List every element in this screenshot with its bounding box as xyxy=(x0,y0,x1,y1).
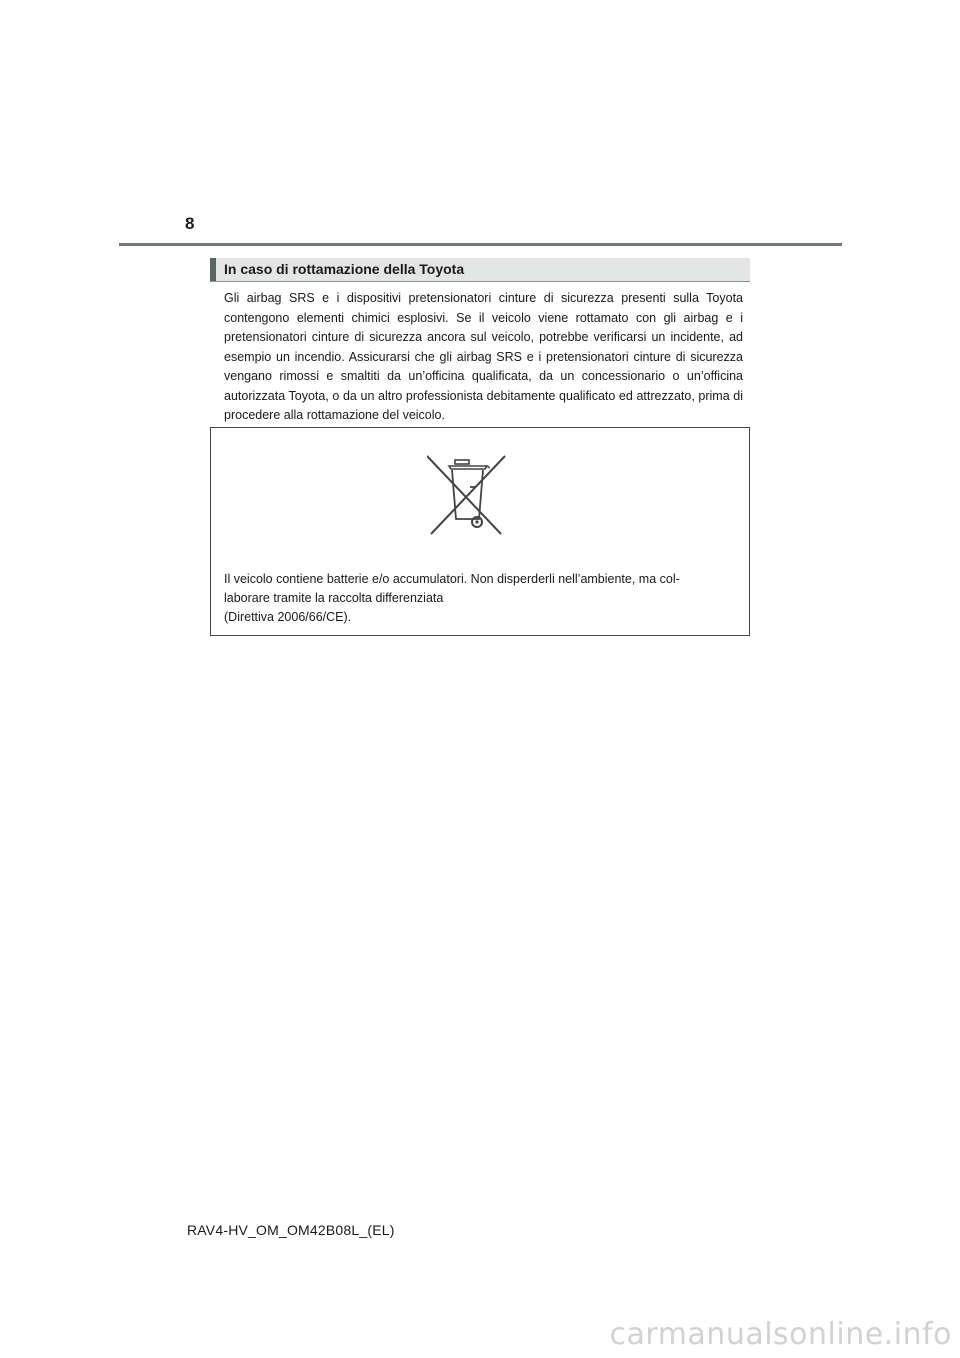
footer-document-code: RAV4-HV_OM_OM42B08L_(EL) xyxy=(187,1222,395,1238)
page-number: 8 xyxy=(185,214,195,233)
crossed-out-wheelie-bin-icon xyxy=(427,454,507,538)
watermark: carmanualsonline.info xyxy=(609,1317,952,1352)
notice-line-3: (Direttiva 2006/66/CE). xyxy=(224,610,352,624)
section-title: In caso di rottamazione della Toyota xyxy=(224,261,465,277)
section-heading xyxy=(210,258,750,282)
header-rule xyxy=(119,243,842,246)
notice-line-1: Il veicolo contiene batterie e/o accumulatori. Non disperderli nell’ambiente, ma col- xyxy=(224,572,680,586)
battery-disposal-notice xyxy=(210,427,750,636)
section-heading-bar xyxy=(210,258,216,281)
section-body-text: Gli airbag SRS e i dispositivi pretensionatori cinture di sicurezza presenti sulla Toyota contengono elementi chimici esplosivi. Se il veicolo viene rottamato con gli airbag e i pretensionatori cinture di sicurezza ancora sul veicolo, potrebbe verificarsi un incidente, ad esempio un incendio. Assicurarsi che gli airbag SRS e i pretensionatori cinture di sicurezza vengano rimossi e smaltiti da un’officina qualificata, da un concessionario o un’officina autorizzata Toyota, o da un altro professionista debitamente qualificato ed attrezzato, prima di procedere alla rottamazione del veicolo. xyxy=(224,291,743,422)
notice-line-2: laborare tramite la raccolta differenziata xyxy=(224,591,444,605)
notice-text xyxy=(224,570,736,627)
